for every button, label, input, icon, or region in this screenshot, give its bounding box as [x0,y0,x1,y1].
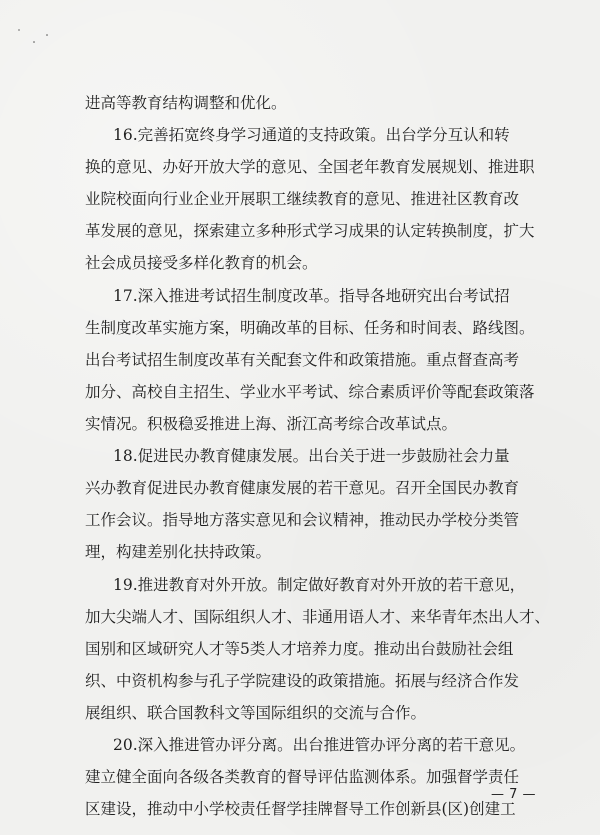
line-text: 19.推进教育对外开放。制定做好教育对外开放的若干意见， [113,576,526,594]
line-text: 20.深入推进管办评分离。出台推进管办评分离的若干意见。 [113,736,526,754]
line-text: 加分、高校自主招生、学业水平考试、综合素质评价等配套政策落 [85,383,535,401]
scan-speck [46,34,48,36]
scan-speck [33,41,35,43]
page-number: — 7 — [491,787,537,802]
line-text: 展组织、联合国教科文等国际组织的交流与合作。 [85,704,427,722]
line-text: 建立健全面向各级各类教育的督导评估监测体系。加强督学责任 [85,768,520,786]
line-text: 17.深入推进考试招生制度改革。指导各地研究出台考试招 [113,287,510,305]
line-text: 国别和区域研究人才等5类人才培养力度。推动出台鼓励社会组 [85,640,514,658]
line-text: 业院校面向行业企业开展职工继续教育的意见、推进社区教育改 [85,190,520,208]
line-text: 革发展的意见，探索建立多种形式学习成果的认定转换制度，扩大 [85,222,535,240]
line-text: 工作会议。指导地方落实意见和会议精神，推动民办学校分类管 [85,511,520,529]
line-text: 加大尖端人才、国际组织人才、非通用语人才、来华青年杰出人才、 [85,608,551,626]
line-text: 理，构建差别化扶持政策。 [85,543,272,561]
line-text: 16.完善拓宽终身学习通道的支持政策。出台学分互认和转 [113,126,510,144]
line-text: 18.促进民办教育健康发展。出台关于进一步鼓励社会力量 [113,447,510,465]
line-text: 出台考试招生制度改革有关配套文件和政策措施。重点督查高考 [85,351,520,369]
line-text: 社会成员接受多样化教育的机会。 [85,254,318,272]
line-text: 进高等教育结构调整和优化。 [85,94,287,112]
line-text: 织、中资机构参与孔子学院建设的政策措施。拓展与经济合作发 [85,672,520,690]
line-text: 兴办教育促进民办教育健康发展的若干意见。召开全国民办教育 [85,479,520,497]
line-text: 实情况。积极稳妥推进上海、浙江高考综合改革试点。 [85,415,458,433]
line-text: 区建设，推动中小学校责任督学挂牌督导工作创新县(区)创建工 [85,800,516,818]
line-text: 生制度改革实施方案，明确改革的目标、任务和时间表、路线图。 [85,319,535,337]
line-text: 换的意见、办好开放大学的意见、全国老年教育发展规划、推进职 [85,158,535,176]
scan-speck [18,29,20,31]
